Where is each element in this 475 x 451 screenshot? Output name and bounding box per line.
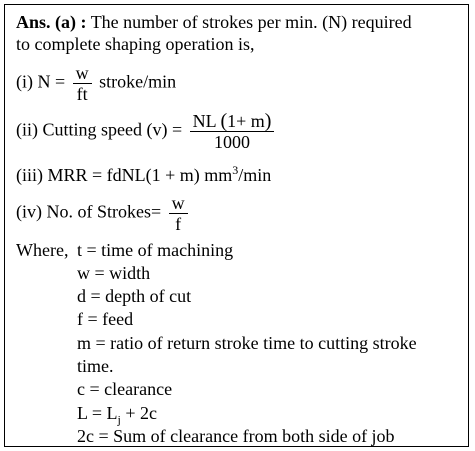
formula-ii-numerator [190, 111, 275, 132]
answer-label: Ans. (a) : [16, 12, 87, 32]
where-line-t [16, 239, 233, 261]
formula-iv-fraction [169, 193, 188, 234]
where-item-d: d = depth of cut [77, 286, 192, 306]
formula-i-fraction [73, 63, 92, 104]
where-item-l-suffix: + 2c [120, 403, 157, 423]
formula-iii-label: (iii) MRR = fdNL(1 + m) mm [16, 165, 233, 185]
intro-text-1: The number of strokes per min. (N) required [90, 12, 412, 32]
where-item-t: t = time of machining [76, 240, 234, 260]
answer-box [4, 4, 469, 447]
where-item-f: f = feed [77, 309, 134, 329]
formula-ii-paren-open: ( [220, 110, 228, 132]
formula-i-numerator: w [73, 63, 92, 84]
formula-ii-equals: = [171, 119, 183, 140]
formula-ii-label: (ii) Cutting speed (v) [16, 119, 168, 140]
formula-iv-denominator: f [175, 214, 182, 234]
where-item-m-cont: time. [77, 356, 114, 376]
formula-ii [16, 111, 277, 152]
where-item-w: w = width [77, 263, 151, 283]
formula-ii-nl: NL [192, 111, 216, 131]
formula-ii-inner: 1+ m [227, 111, 265, 131]
formula-i-label: (i) [16, 71, 33, 92]
formula-iv-numerator: w [169, 193, 188, 214]
formula-iii-sup: 3 [232, 163, 239, 177]
formula-iv [16, 193, 191, 234]
formula-ii-fraction [190, 111, 275, 152]
intro-line-1 [16, 11, 412, 33]
formula-i-lhs: N = [37, 71, 66, 92]
where-item-c: c = clearance [77, 379, 173, 399]
where-item-m: m = ratio of return stroke time to cutting stroke [77, 333, 417, 353]
where-item-2c: 2c = Sum of clearance from both side of job [77, 426, 395, 446]
formula-iii-unit: /min [238, 165, 272, 185]
where-item-l-prefix: L = L [77, 403, 118, 423]
formula-i-denominator: ft [76, 84, 88, 104]
formula-i [16, 63, 176, 104]
intro-line-2: to complete shaping operation is, [16, 34, 255, 54]
formula-iii [16, 164, 271, 186]
formula-ii-paren-close: ) [264, 110, 272, 132]
where-item-l [77, 402, 157, 427]
where-intro: Where, [16, 240, 69, 260]
where-item-l-sub: j [117, 412, 121, 427]
formula-ii-denominator: 1000 [214, 132, 251, 152]
formula-iv-label: (iv) No. of Strokes [16, 201, 151, 222]
formula-iv-equals: = [150, 201, 162, 222]
formula-i-unit: stroke/min [99, 71, 177, 92]
